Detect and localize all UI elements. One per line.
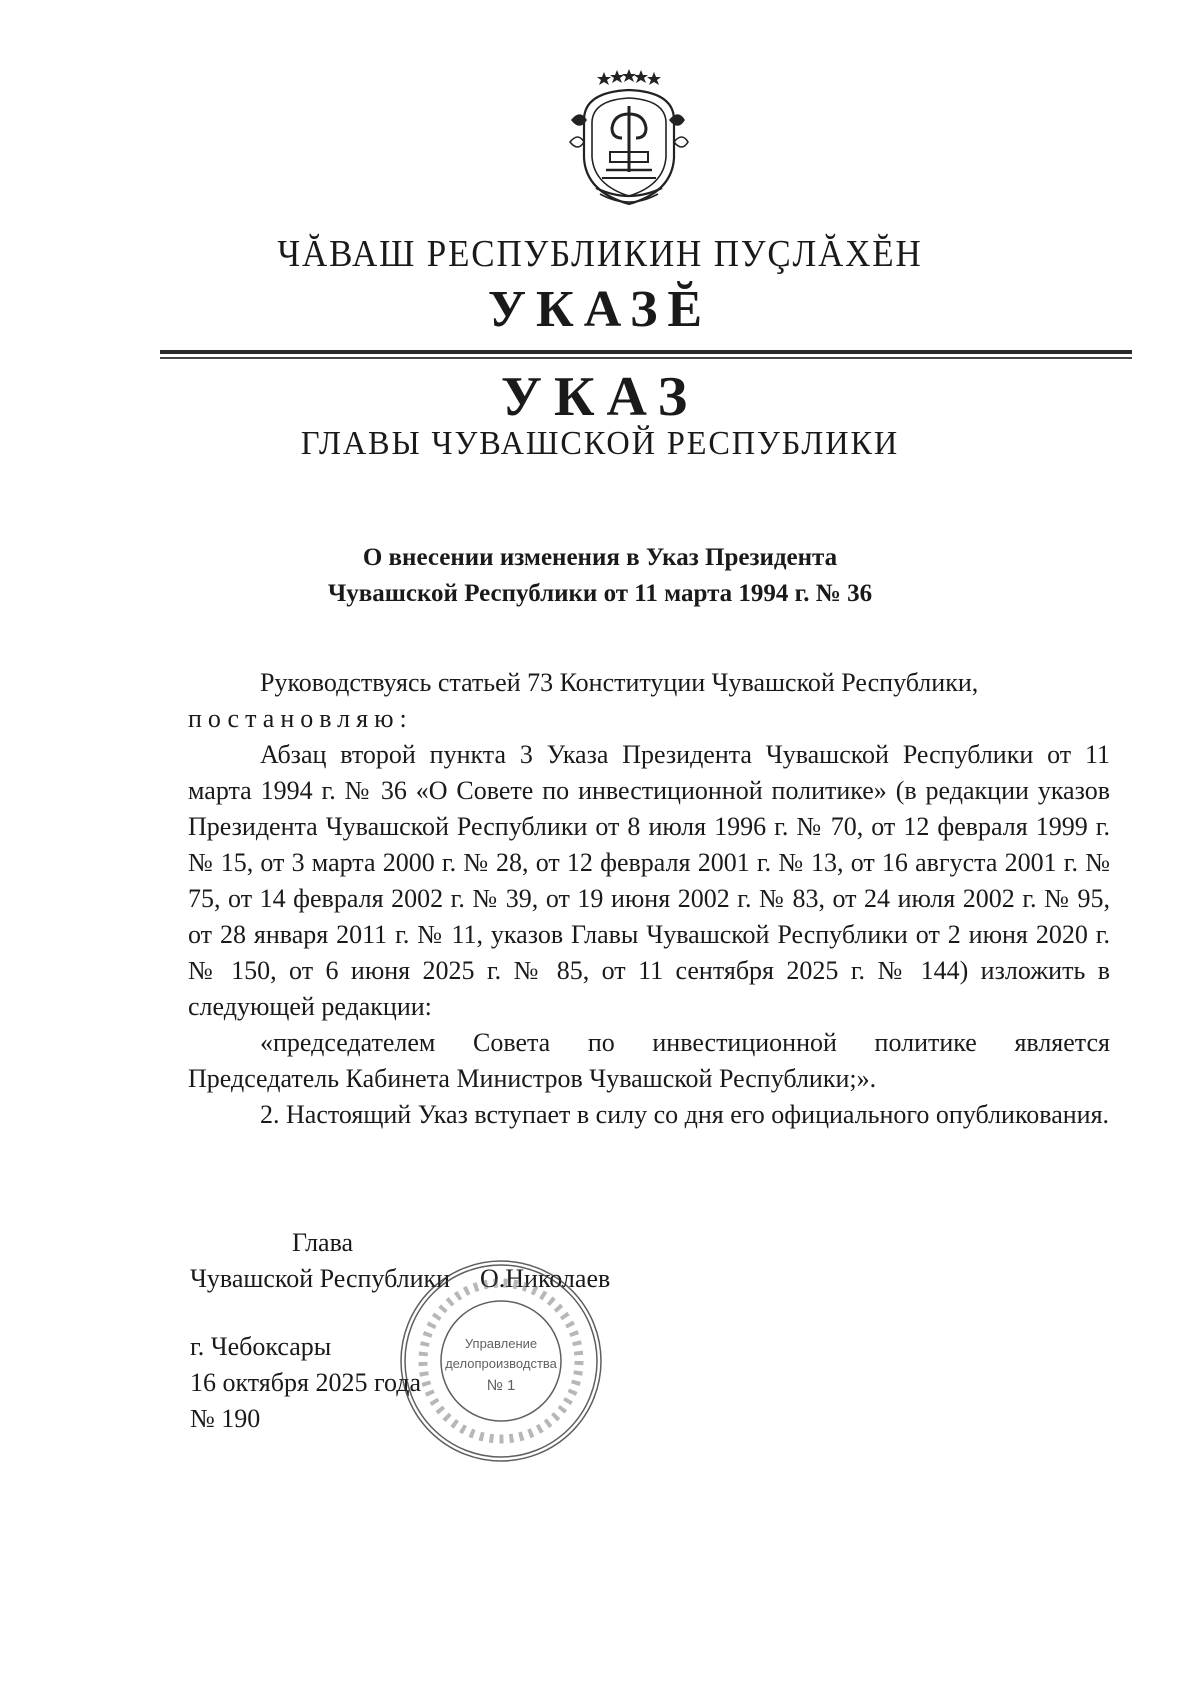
- issue-date: 16 октября 2025 года: [190, 1368, 421, 1397]
- chuvash-decree-word: УКАЗĔ: [487, 281, 713, 338]
- decree-title-line-2: Чувашской Республики от 11 марта 1994 г. № 36: [327, 580, 873, 607]
- preamble-text: Руководствуясь статьей 73 Конституции Чувашской Республики,: [260, 668, 979, 697]
- header-divider-thin: [160, 357, 1132, 359]
- decree-title: [0, 540, 1200, 612]
- resolve-word: постановляю:: [188, 704, 413, 733]
- chuvash-header-line: ЧĂВАШ РЕСПУБЛИКИН ПУÇЛĂХĔН: [277, 233, 923, 275]
- signatory-name: О.Николаев: [480, 1264, 611, 1293]
- decree-title-line-1: О внесении изменения в Указ Президента: [362, 544, 838, 571]
- russian-decree-word: УКАЗ: [500, 366, 700, 428]
- official-stamp: [396, 1256, 606, 1466]
- signatory-organization: Чувашской Республики: [190, 1264, 451, 1293]
- stamp-center-line-2: делопроизводства: [445, 1356, 557, 1371]
- coat-of-arms-emblem: [566, 62, 692, 212]
- decree-number: № 190: [190, 1404, 261, 1433]
- paragraph-2: 2. Настоящий Указ вступает в силу со дня его официального опубликования.: [260, 1100, 1110, 1129]
- header-divider-thick: [160, 350, 1132, 354]
- decree-body: [188, 665, 1110, 1133]
- issue-place: г. Чебоксары: [190, 1332, 332, 1361]
- paragraph-1: Абзац второй пункта 3 Указа Президента Чувашской Республики от 11 марта 1994 г. № 36 «О Совете по инвестиционной политике» (в редакции указов Президента Чувашской Республики от 8 июля 1996 г. № 70, от 12 февраля 1999 г. № 15, от 3 марта 2000 г. № 28, от 12 февраля 2001 г. № 13, от 16 августа 2001 г. № 75, от 14 февраля 2002 г. № 39, от 19 июня 2002 г. № 83, от 24 июля 2002 г. № 95, от 28 января 2011 г. № 11, указов Главы Чувашской Республики от 2 июня 2020 г. № 150, от 6 июня 2025 г. № 85, от 11 сентября 2025 г. № 144) изложить в следующей редакции:: [188, 740, 1110, 1021]
- quoted-wording: «председателем Совета по инвестиционной политике является Председатель Кабинета Министров Чувашской Республики;».: [188, 1028, 1110, 1093]
- signatory-title: Глава: [292, 1228, 354, 1257]
- stamp-center-line-3: № 1: [486, 1377, 516, 1394]
- stamp-center-line-1: Управление: [464, 1336, 538, 1351]
- russian-header-line: ГЛАВЫ ЧУВАШСКОЙ РЕСПУБЛИКИ: [300, 425, 900, 462]
